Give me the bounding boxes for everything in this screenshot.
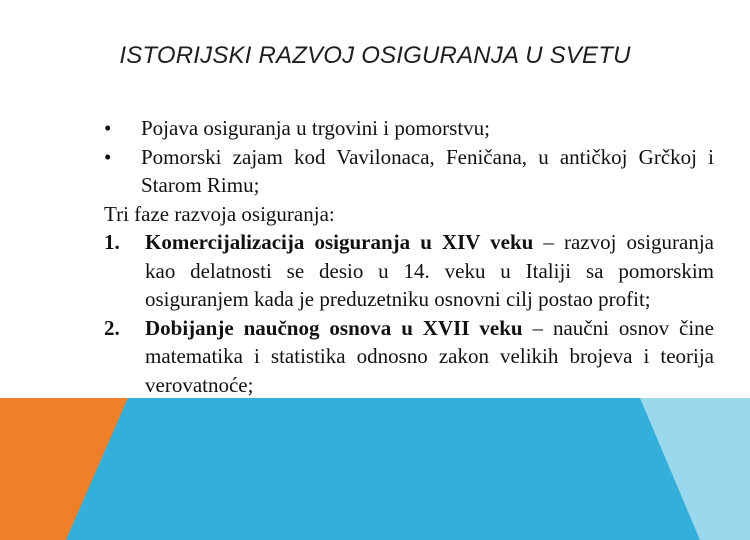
bullet-item bbox=[104, 114, 714, 143]
slide-body bbox=[104, 114, 714, 399]
bullet-text: Pojava osiguranja u trgovini i pomorstvu; bbox=[141, 116, 491, 140]
phase-number: 2. bbox=[104, 315, 120, 340]
phase-heading: Komercijalizacija osiguranja u XIV veku bbox=[145, 230, 534, 254]
bullet-item bbox=[104, 143, 714, 200]
slide-title: ISTORIJSKI RAZVOJ OSIGURANJA U SVETU bbox=[119, 42, 631, 69]
bullet-icon: • bbox=[104, 144, 112, 169]
bullet-icon: • bbox=[104, 116, 112, 140]
phase-item bbox=[104, 314, 714, 400]
phase-text: – razvoj osiguranja kao delatnosti se desio u 14. veku u Italiji sa pomorskim osiguranjem kada je preduzetniku osnovni cilj postao profit; bbox=[145, 230, 714, 311]
phase-text: – naučni osnov čine matematika i statistika odnosno zakon velikih brojeva i teorija verovatnoće; bbox=[145, 315, 714, 397]
phase-heading: Dobijanje naučnog osnova u XVII veku bbox=[145, 315, 523, 340]
phases-intro: Tri faze razvoja osiguranja: bbox=[104, 201, 335, 226]
blue-wedge bbox=[66, 398, 750, 540]
phase-item bbox=[104, 228, 714, 314]
phase-number: 1. bbox=[104, 230, 120, 254]
bullet-text: Pomorski zajam kod Vavilonaca, Feničana, u antičkoj Grčkoj i Starom Rimu; bbox=[141, 144, 714, 197]
